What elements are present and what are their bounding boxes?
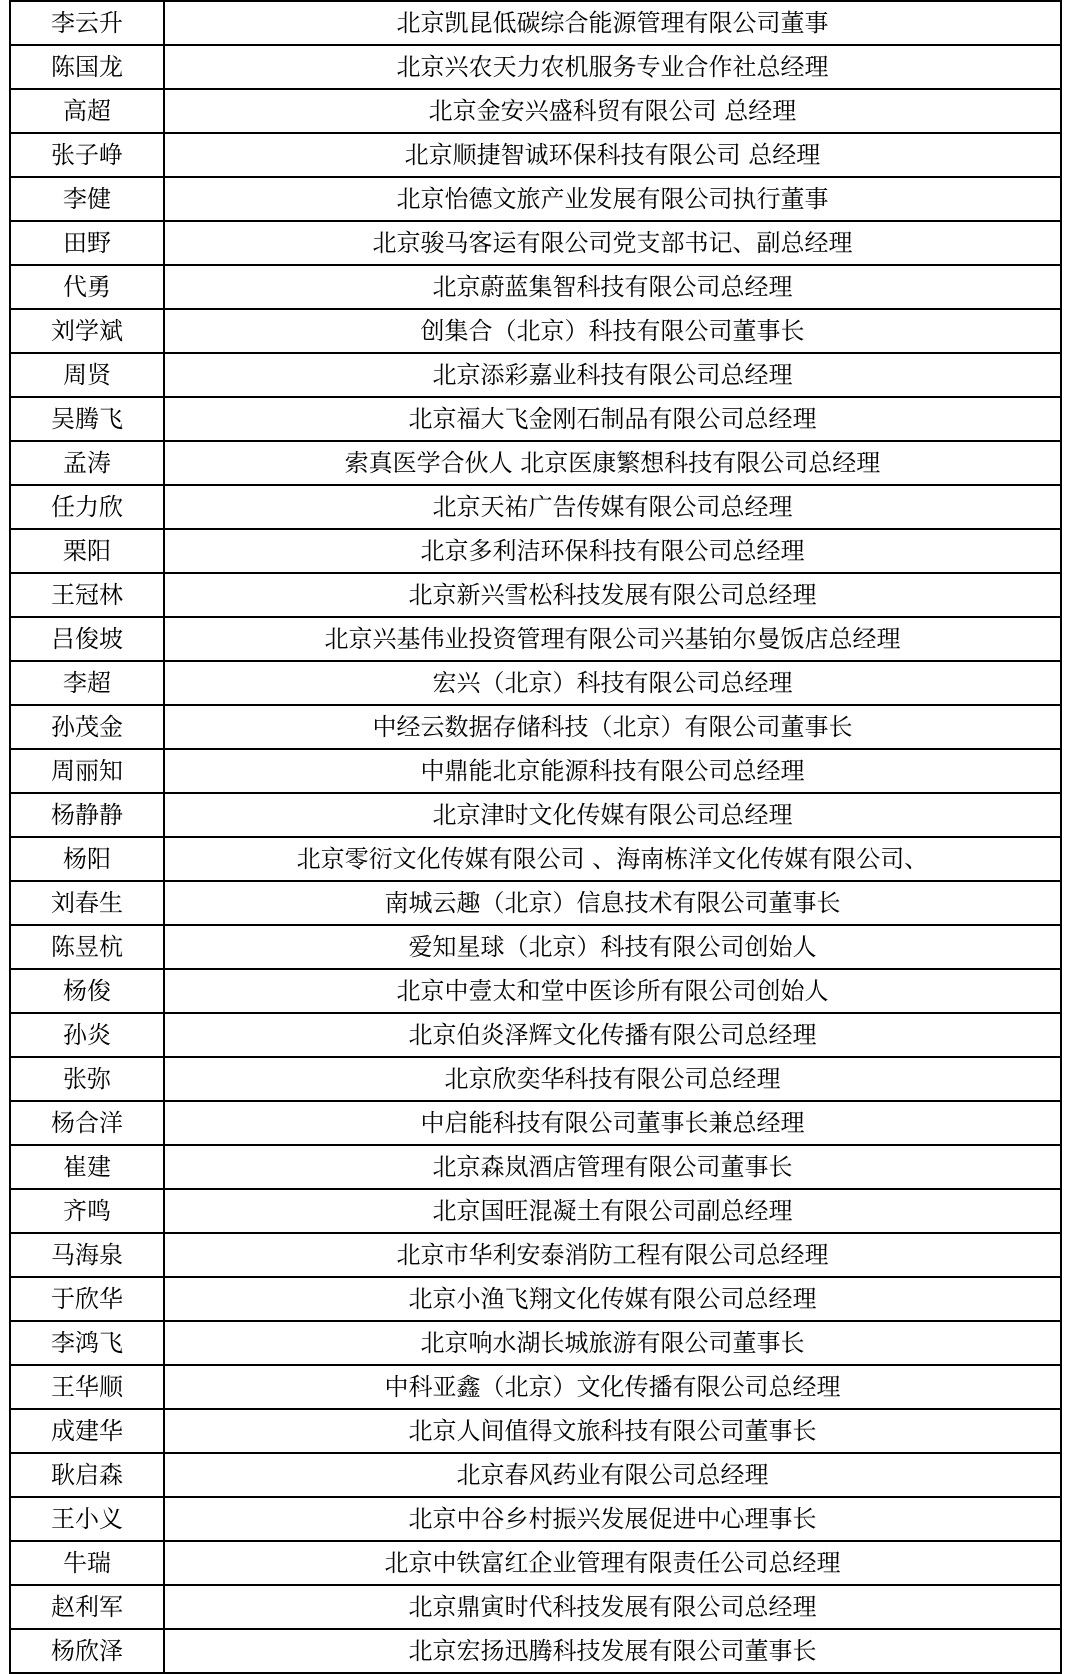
table-row (10, 1409, 1061, 1453)
position-cell: 北京伯炎泽辉文化传播有限公司总经理 (164, 1013, 1061, 1057)
name-cell: 高超 (10, 89, 164, 133)
table-row (10, 837, 1061, 881)
position-cell: 中鼎能北京能源科技有限公司总经理 (164, 749, 1061, 793)
position-cell: 北京森岚酒店管理有限公司董事长 (164, 1145, 1061, 1189)
table-row (10, 45, 1061, 89)
table-row (10, 177, 1061, 221)
table-row (10, 1365, 1061, 1409)
name-cell: 杨欣泽 (10, 1629, 164, 1673)
name-cell: 李超 (10, 661, 164, 705)
position-cell: 中启能科技有限公司董事长兼总经理 (164, 1101, 1061, 1145)
position-cell: 北京添彩嘉业科技有限公司总经理 (164, 353, 1061, 397)
name-cell: 陈国龙 (10, 45, 164, 89)
table-row (10, 265, 1061, 309)
position-cell: 北京中壹太和堂中医诊所有限公司创始人 (164, 969, 1061, 1013)
table-row (10, 793, 1061, 837)
name-cell: 李云升 (10, 1, 164, 45)
position-cell: 北京金安兴盛科贸有限公司 总经理 (164, 89, 1061, 133)
position-cell: 北京中谷乡村振兴发展促进中心理事长 (164, 1497, 1061, 1541)
position-cell: 北京兴农天力农机服务专业合作社总经理 (164, 45, 1061, 89)
position-cell: 北京鼎寅时代科技发展有限公司总经理 (164, 1585, 1061, 1629)
name-cell: 王冠林 (10, 573, 164, 617)
position-cell: 北京天祐广告传媒有限公司总经理 (164, 485, 1061, 529)
position-cell: 北京欣奕华科技有限公司总经理 (164, 1057, 1061, 1101)
position-cell: 南城云趣（北京）信息技术有限公司董事长 (164, 881, 1061, 925)
position-cell: 北京零衍文化传媒有限公司 、海南栋洋文化传媒有限公司、 (164, 837, 1061, 881)
name-cell: 周丽知 (10, 749, 164, 793)
name-cell: 张子峥 (10, 133, 164, 177)
table-row (10, 1541, 1061, 1585)
table-row (10, 1233, 1061, 1277)
table-row (10, 1497, 1061, 1541)
table-row (10, 485, 1061, 529)
name-cell: 吕俊坡 (10, 617, 164, 661)
table-row (10, 529, 1061, 573)
table-row (10, 89, 1061, 133)
name-cell: 孙炎 (10, 1013, 164, 1057)
member-table-body (10, 1, 1061, 1673)
name-cell: 陈昱杭 (10, 925, 164, 969)
position-cell: 宏兴（北京）科技有限公司总经理 (164, 661, 1061, 705)
position-cell: 北京津时文化传媒有限公司总经理 (164, 793, 1061, 837)
position-cell: 北京宏扬迅腾科技发展有限公司董事长 (164, 1629, 1061, 1673)
name-cell: 王小义 (10, 1497, 164, 1541)
name-cell: 孙茂金 (10, 705, 164, 749)
name-cell: 杨俊 (10, 969, 164, 1013)
position-cell: 北京中铁富红企业管理有限责任公司总经理 (164, 1541, 1061, 1585)
member-table (9, 0, 1062, 1674)
name-cell: 刘学斌 (10, 309, 164, 353)
position-cell: 北京兴基伟业投资管理有限公司兴基铂尔曼饭店总经理 (164, 617, 1061, 661)
position-cell: 北京响水湖长城旅游有限公司董事长 (164, 1321, 1061, 1365)
table-row (10, 1189, 1061, 1233)
table-row (10, 705, 1061, 749)
name-cell: 耿启森 (10, 1453, 164, 1497)
name-cell: 栗阳 (10, 529, 164, 573)
table-row (10, 309, 1061, 353)
position-cell: 北京新兴雪松科技发展有限公司总经理 (164, 573, 1061, 617)
name-cell: 田野 (10, 221, 164, 265)
position-cell: 北京蔚蓝集智科技有限公司总经理 (164, 265, 1061, 309)
position-cell: 爱知星球（北京）科技有限公司创始人 (164, 925, 1061, 969)
table-row (10, 1277, 1061, 1321)
table-row (10, 133, 1061, 177)
name-cell: 李鸿飞 (10, 1321, 164, 1365)
table-row (10, 397, 1061, 441)
position-cell: 北京顺捷智诚环保科技有限公司 总经理 (164, 133, 1061, 177)
name-cell: 孟涛 (10, 441, 164, 485)
table-row (10, 1101, 1061, 1145)
table-row (10, 749, 1061, 793)
name-cell: 马海泉 (10, 1233, 164, 1277)
table-row (10, 441, 1061, 485)
table-row (10, 1585, 1061, 1629)
position-cell: 北京骏马客运有限公司党支部书记、副总经理 (164, 221, 1061, 265)
position-cell: 北京国旺混凝土有限公司副总经理 (164, 1189, 1061, 1233)
name-cell: 刘春生 (10, 881, 164, 925)
table-row (10, 353, 1061, 397)
table-row (10, 925, 1061, 969)
position-cell: 北京人间值得文旅科技有限公司董事长 (164, 1409, 1061, 1453)
table-row (10, 1453, 1061, 1497)
table-row (10, 881, 1061, 925)
name-cell: 于欣华 (10, 1277, 164, 1321)
table-row (10, 1, 1061, 45)
name-cell: 杨阳 (10, 837, 164, 881)
table-row (10, 1013, 1061, 1057)
position-cell: 北京凯昆低碳综合能源管理有限公司董事 (164, 1, 1061, 45)
position-cell: 中经云数据存储科技（北京）有限公司董事长 (164, 705, 1061, 749)
position-cell: 北京春风药业有限公司总经理 (164, 1453, 1061, 1497)
name-cell: 赵利军 (10, 1585, 164, 1629)
name-cell: 王华顺 (10, 1365, 164, 1409)
name-cell: 任力欣 (10, 485, 164, 529)
name-cell: 周贤 (10, 353, 164, 397)
table-row (10, 661, 1061, 705)
table-row (10, 1321, 1061, 1365)
name-cell: 李健 (10, 177, 164, 221)
table-row (10, 573, 1061, 617)
name-cell: 杨静静 (10, 793, 164, 837)
table-row (10, 1057, 1061, 1101)
name-cell: 杨合洋 (10, 1101, 164, 1145)
position-cell: 中科亚鑫（北京）文化传播有限公司总经理 (164, 1365, 1061, 1409)
name-cell: 牛瑞 (10, 1541, 164, 1585)
position-cell: 北京怡德文旅产业发展有限公司执行董事 (164, 177, 1061, 221)
table-row (10, 969, 1061, 1013)
position-cell: 北京福大飞金刚石制品有限公司总经理 (164, 397, 1061, 441)
position-cell: 北京多利洁环保科技有限公司总经理 (164, 529, 1061, 573)
table-row (10, 221, 1061, 265)
name-cell: 齐鸣 (10, 1189, 164, 1233)
position-cell: 创集合（北京）科技有限公司董事长 (164, 309, 1061, 353)
position-cell: 北京市华利安泰消防工程有限公司总经理 (164, 1233, 1061, 1277)
table-row (10, 1145, 1061, 1189)
table-row (10, 1629, 1061, 1673)
name-cell: 崔建 (10, 1145, 164, 1189)
name-cell: 吴腾飞 (10, 397, 164, 441)
name-cell: 张弥 (10, 1057, 164, 1101)
position-cell: 索真医学合伙人 北京医康繁想科技有限公司总经理 (164, 441, 1061, 485)
position-cell: 北京小渔飞翔文化传媒有限公司总经理 (164, 1277, 1061, 1321)
table-row (10, 617, 1061, 661)
name-cell: 成建华 (10, 1409, 164, 1453)
name-cell: 代勇 (10, 265, 164, 309)
